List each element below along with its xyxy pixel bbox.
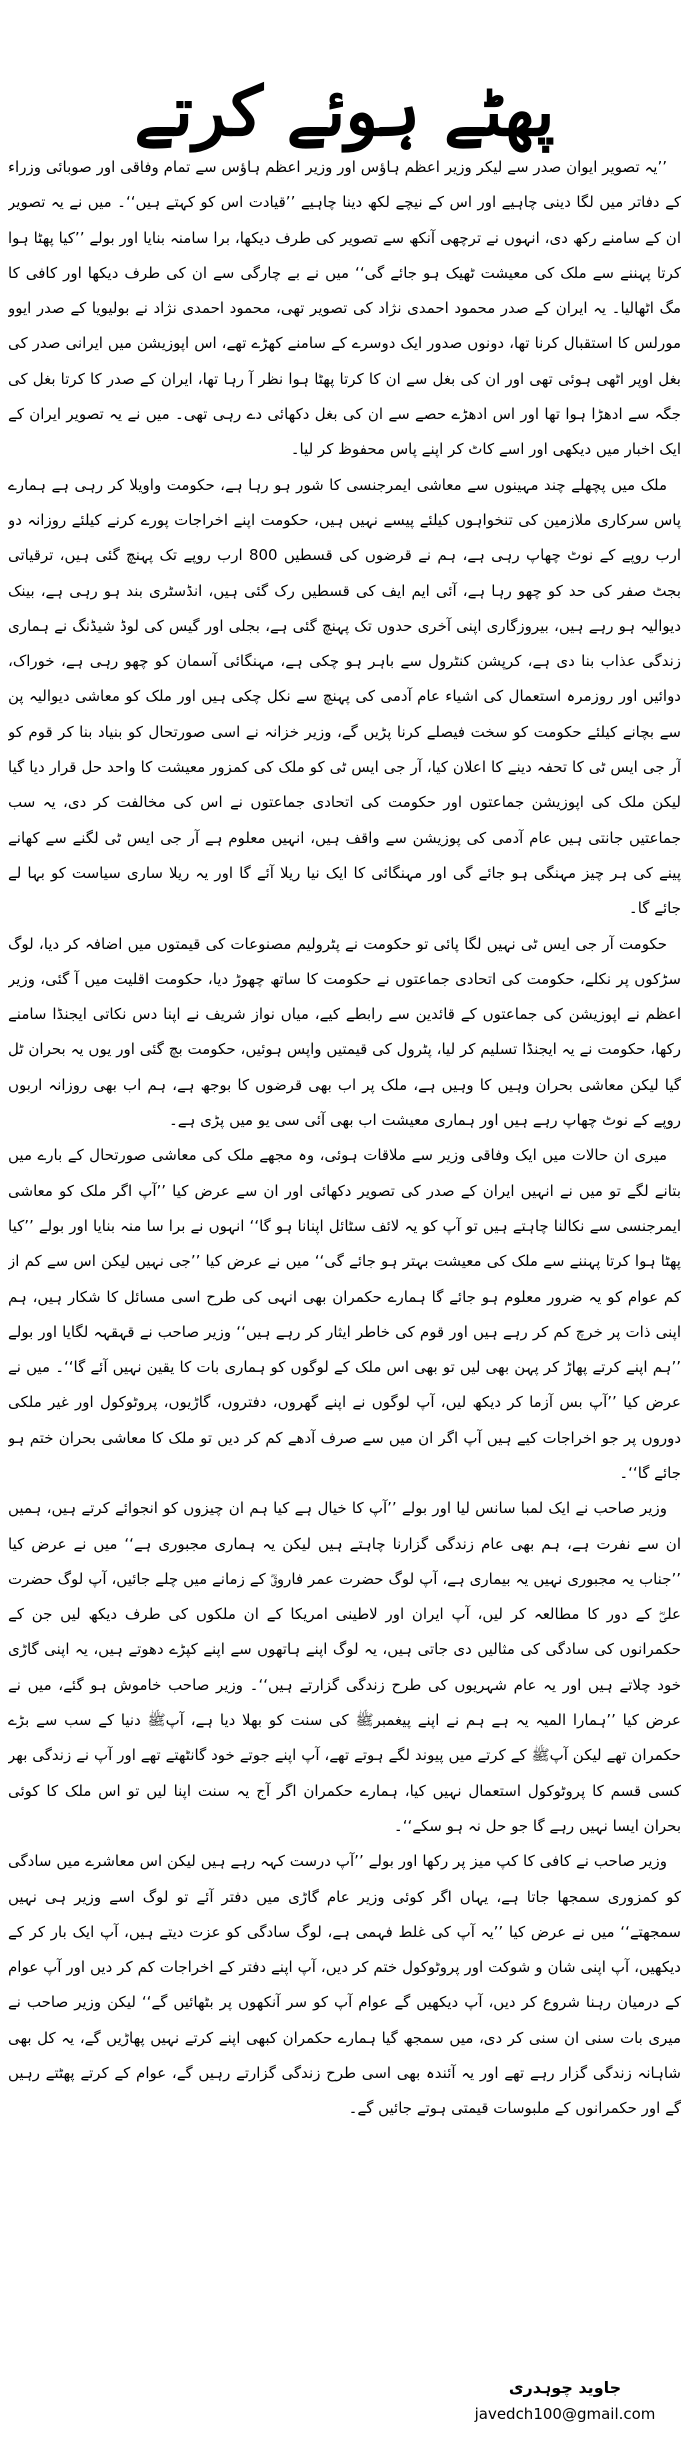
- author-name: جاوید چوہدری: [508, 2378, 622, 2397]
- article-body: [8, 150, 681, 2340]
- article-paragraph: حکومت آر جی ایس ٹی نہیں لگا پائی تو حکومت نے پٹرولیم مصنوعات کی قیمتوں میں اضافہ کر دیا، لوگ سڑکوں پر نکلے، حکومت کی اتحادی جماعتوں نے حکومت کا ساتھ چھوڑ دیا، حکومت اقلیت میں آ گئی، وزیر اعظم نے اپوزیشن کی جماعتوں کے قائدین سے رابطے کیے، میاں نواز شریف نے اپنا دس نکاتی ایجنڈا سامنے رکھا، حکومت نے یہ ایجنڈا تسلیم کر لیا، پٹرول کی قیمتیں واپس ہوئیں، حکومت بچ گئی اور یوں یہ بحران ٹل گیا لیکن معاشی بحران وہیں کا وہیں ہے، ملک پر اب بھی قرضوں کا بوجھ ہے، ہم اب بھی روزانہ اربوں روپے کے نوٹ چھاپ رہے ہیں اور ہماری معیشت اب بھی آئی سی یو میں پڑی ہے۔: [8, 934, 681, 1130]
- article-paragraph: وزیر صاحب نے کافی کا کپ میز پر رکھا اور بولے ’’آپ درست کہہ رہے ہیں لیکن اس معاشرے میں سادگی کو کمزوری سمجھا جاتا ہے، یہاں اگر کوئی وزیر عام گاڑی میں دفتر آئے تو لوگ اسے وزیر ہی نہیں سمجھتے‘‘ میں نے عرض کیا ’’یہ آپ کی غلط فہمی ہے، لوگ سادگی کو عزت دیتے ہیں، آپ ایک بار کر کے دیکھیں، آپ اپنی شان و شوکت اور پروٹوکول ختم کر دیں، آپ اپنے دفتر کے اخراجات کم کر دیں اور آپ عوام کے درمیان رہنا شروع کر دیں، آپ دیکھیں گے عوام آپ کو سر آنکھوں پر بٹھائیں گے‘‘ لیکن وزیر صاحب نے میری بات سنی ان سنی کر دی، میں سمجھ گیا ہمارے حکمران کبھی اپنے کرتے نہیں پھاڑیں گے، یہ کل بھی شاہانہ زندگی گزار رہے تھے اور یہ آئندہ بھی اسی طرح زندگی گزارتے رہیں گے، عوام کے کرتے پھٹتے رہیں گے اور حکمرانوں کے ملبوسات قیمتی ہوتے جائیں گے۔: [8, 1852, 681, 2118]
- article-paragraph: ملک میں پچھلے چند مہینوں سے معاشی ایمرجنسی کا شور ہو رہا ہے، حکومت واویلا کر رہی ہے ہمارے پاس سرکاری ملازمین کی تنخواہوں کیلئے پیسے نہیں ہیں، حکومت اپنے اخراجات پورے کرنے کیلئے روزانہ دو ارب روپے کے نوٹ چھاپ رہی ہے، ہم نے قرضوں کی قسطیں 800 ارب روپے تک پہنچ گئی ہیں، ترقیاتی بجٹ صفر کی حد کو چھو رہا ہے، آئی ایم ایف کی قسطیں رک گئی ہیں، انڈسٹری بند ہو رہی ہے، بینک دیوالیہ ہو رہے ہیں، بیروزگاری اپنی آخری حدوں تک پہنچ گئی ہے، بجلی اور گیس کی لوڈ شیڈنگ نے ہماری زندگی عذاب بنا دی ہے، کرپشن کنٹرول سے باہر ہو چکی ہے، مہنگائی آسمان کو چھو رہی ہے، خوراک، دوائیں اور روزمرہ استعمال کی اشیاء عام آدمی کی پہنچ سے نکل چکی ہیں اور ملک کو معاشی دیوالیہ پن سے بچانے کیلئے حکومت کو سخت فیصلے کرنا پڑیں گے، وزیر خزانہ نے اسی صورتحال کو بنیاد بنا کر قوم کو آر جی ایس ٹی کا تحفہ دینے کا اعلان کیا، آر جی ایس ٹی کو ملک کی کمزور معیشت کا واحد حل قرار دیا گیا لیکن ملک کی اپوزیشن جماعتوں اور حکومت کی اتحادی جماعتوں نے اس کی مخالفت کر دی، یہ سب جماعتیں جانتی ہیں عام آدمی کی پوزیشن سے واقف ہیں، انہیں معلوم ہے آر جی ایس ٹی لگنے سے کھانے پینے کی ہر چیز مہنگی ہو جائے گی اور مہنگائی کا ایک نیا ریلا آئے گا اور یہ ریلا ساری سیاست کو بہا لے جائے گا۔: [8, 475, 681, 918]
- article-paragraph: وزیر صاحب نے ایک لمبا سانس لیا اور بولے ’’آپ کا خیال ہے کیا ہم ان چیزوں کو انجوائے کرتے ہیں، ہمیں ان سے نفرت ہے، ہم بھی عام زندگی گزارنا چاہتے ہیں لیکن یہ ہماری مجبوری ہے‘‘ میں نے عرض کیا ’’جناب یہ مجبوری نہیں یہ بیماری ہے، آپ لوگ حضرت عمر فاروقؓ کے زمانے میں چلے جائیں، آپ لوگ حضرت علیؓ کے دور کا مطالعہ کر لیں، آپ ایران اور لاطینی امریکا کے ان ملکوں کی طرف دیکھ لیں جن کے حکمرانوں کی سادگی کی مثالیں دی جاتی ہیں، یہ لوگ اپنے ہاتھوں سے اپنے کپڑے دھوتے ہیں، یہ اپنی گاڑی خود چلاتے ہیں اور یہ عام شہریوں کی طرح زندگی گزارتے ہیں‘‘۔ وزیر صاحب خاموش ہو گئے، میں نے عرض کیا ’’ہمارا المیہ یہ ہے ہم نے اپنے پیغمبرﷺ کی سنت کو بھلا دیا ہے، آپﷺ دنیا کے سب سے بڑے حکمران تھے لیکن آپﷺ کے کرتے میں پیوند لگے ہوتے تھے، آپ اپنے جوتے خود گانٹھتے تھے اور آپ نے زندگی بھر کسی قسم کا پروٹوکول استعمال نہیں کیا، ہمارے حکمران اگر آج یہ سنت اپنا لیں تو اس ملک کا کوئی بحران ایسا نہیں رہے گا جو حل نہ ہو سکے‘‘۔: [8, 1499, 681, 1835]
- article-paragraph: میری ان حالات میں ایک وفاقی وزیر سے ملاقات ہوئی، وہ مجھے ملک کی معاشی صورتحال کے بارے میں بتانے لگے تو میں نے انہیں ایران کے صدر کی تصویر دکھائی اور ان سے عرض کیا ’’آپ اگر ملک کو معاشی ایمرجنسی سے نکالنا چاہتے ہیں تو آپ کو یہ لائف سٹائل اپنانا ہو گا‘‘ انہوں نے برا سا منہ بنایا اور بولے ’’کیا پھٹا ہوا کرتا پہننے سے ملک کی معیشت بہتر ہو جائے گی‘‘ میں نے عرض کیا ’’جی نہیں لیکن اس سے کم از کم عوام کو یہ ضرور معلوم ہو جائے گا ہمارے حکمران بھی انہی کی طرح اسی مسائل کا شکار ہیں، ہم اپنی ذات پر خرچ کم کر رہے ہیں اور قوم کی خاطر ایثار کر رہے ہیں‘‘ وزیر صاحب نے قہقہہ لگایا اور بولے ’’ہم اپنے کرتے پھاڑ کر پہن بھی لیں تو بھی اس ملک کے لوگوں کو ہماری بات کا یقین نہیں آئے گا‘‘۔ میں نے عرض کیا ’’آپ بس آزما کر دیکھ لیں، آپ لوگوں نے اپنے گھروں، دفتروں، گاڑیوں، پروٹوکول اور غیر ملکی دوروں پر جو اخراجات کیے ہیں آپ اگر ان میں سے صرف آدھے کم کر دیں تو ملک کا معاشی بحران ختم ہو جائے گا‘‘۔: [8, 1146, 681, 1482]
- article-paragraph: ’’یہ تصویر ایوان صدر سے لیکر وزیر اعظم ہاؤس اور وزیر اعظم ہاؤس سے تمام وفاقی اور صوبائی وزراء کے دفاتر میں لگا دینی چاہیے اور اس کے نیچے لکھ دینا چاہیے ’’قیادت اس کو کہتے ہیں‘‘۔ میں نے یہ تصویر ان کے سامنے رکھ دی، انہوں نے ترچھی آنکھ سے تصویر کی طرف دیکھا، برا سامنہ بنایا اور بولے ’’کیا پھٹا ہوا کرتا پہننے سے ملک کی معیشت ٹھیک ہو جائے گی‘‘ میں نے بے چارگی سے ان کی طرف دیکھا اور کافی کا مگ اٹھالیا۔ یہ ایران کے صدر محمود احمدی نژاد کی تصویر تھی، محمود احمدی نژاد نے بولیویا کے صدر ایوو مورلس کا استقبال کرنا تھا، دونوں صدور ایک دوسرے کے سامنے کھڑے تھے، اس اپوزیشن میں ایرانی صدر کی بغل اوپر اٹھی ہوئی تھی اور ان کی بغل سے ان کا کرتا پھٹا ہوا نظر آ رہا تھا، ایران کے صدر کا کرتا بغل کی جگہ سے ادھڑا ہوا تھا اور اس ادھڑے حصے سے ان کی بغل دکھائی دے رہی تھی۔ میں نے یہ تصویر ایران کے ایک اخبار میں دیکھی اور اسے کاٹ کر اپنے پاس محفوظ کر لیا۔: [8, 158, 681, 459]
- author-email: javedch100@gmail.com: [474, 2405, 656, 2423]
- article-headline: پھٹے ہوئے کرتے: [134, 71, 555, 152]
- author-byline: [445, 2374, 685, 2426]
